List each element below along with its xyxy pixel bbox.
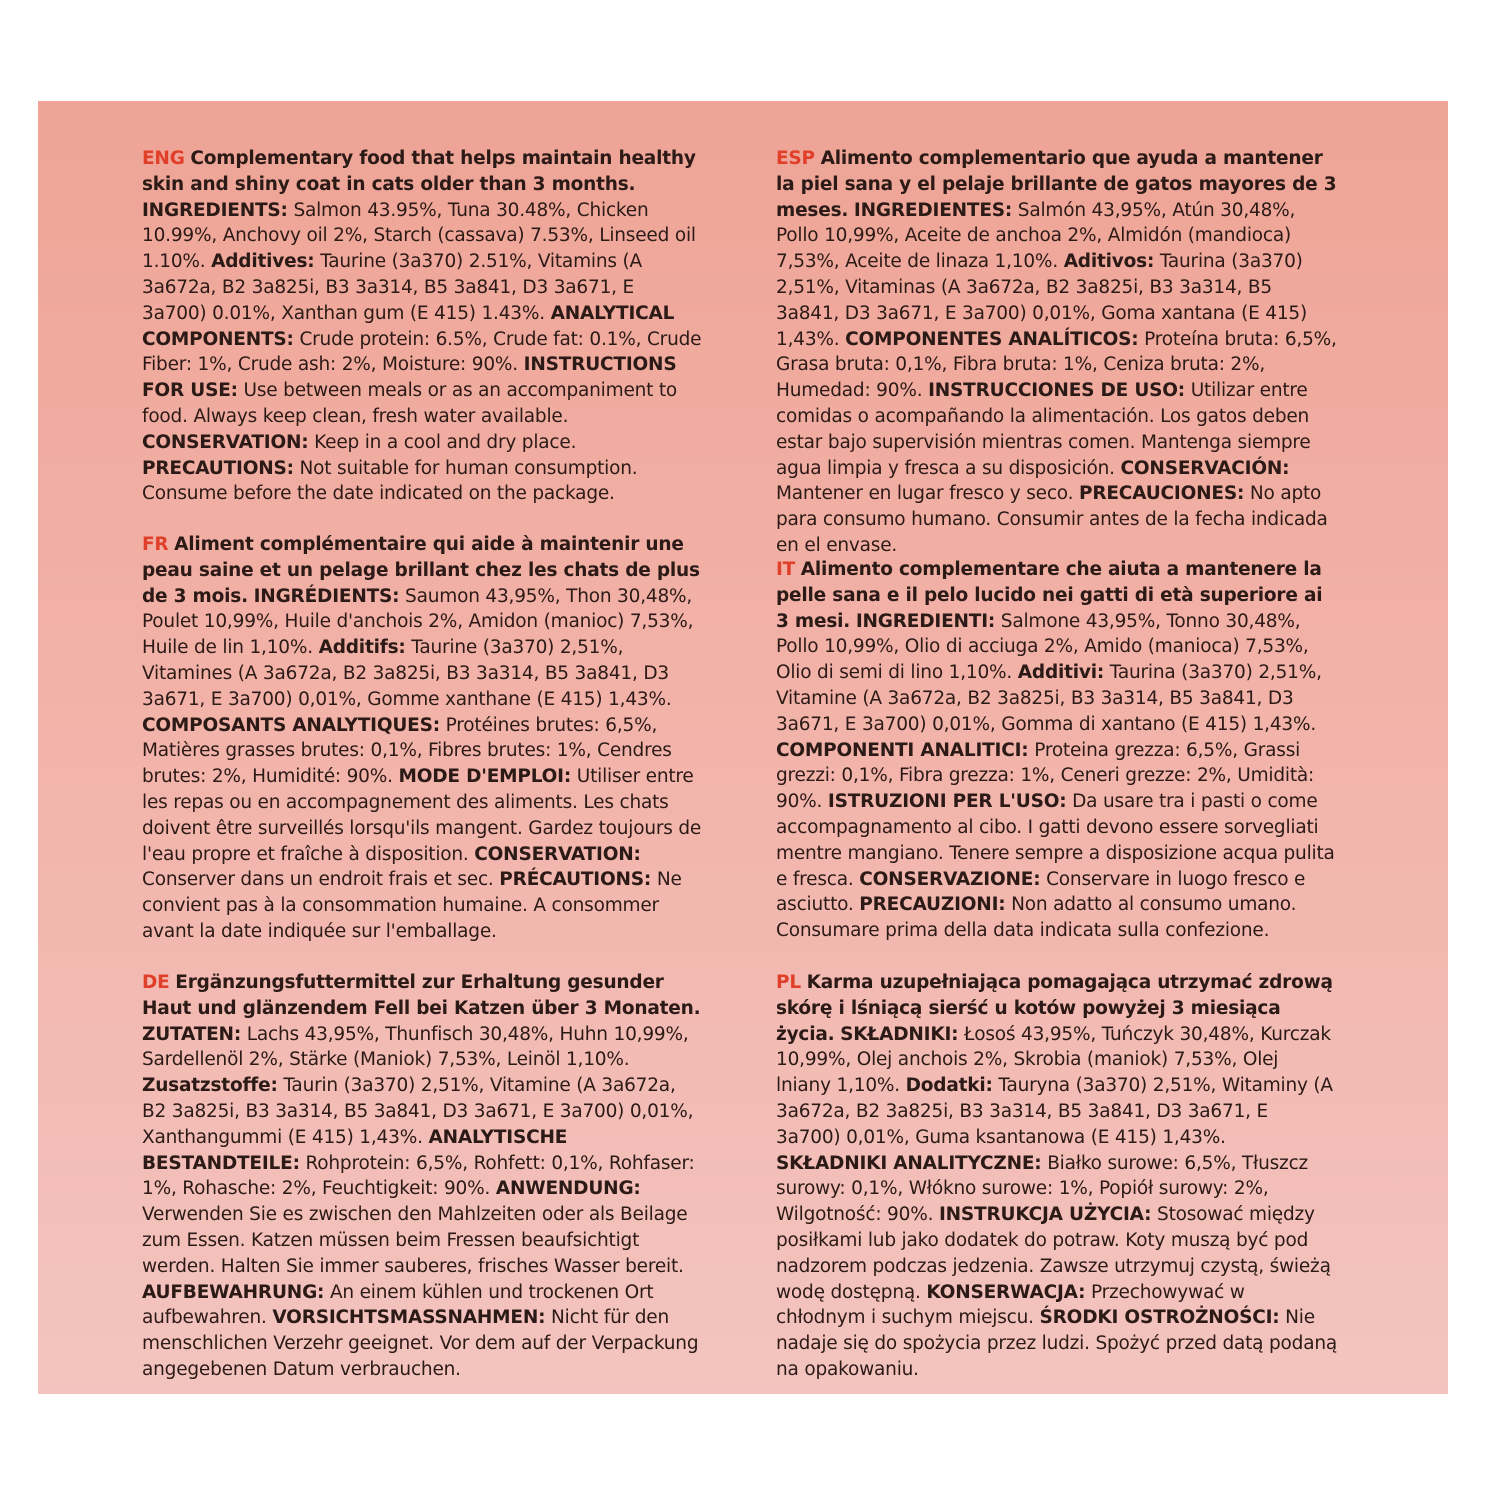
part-label: INSTRUCTIONS FOR USE: <box>142 354 677 402</box>
part-label: ZUTATEN: <box>142 1023 242 1045</box>
part-label: PRÉCAUTIONS: <box>499 869 652 891</box>
part-text: Da usare tra i pasti o come accompagnamento al cibo. I gatti devono essere sorvegliati mentre mangiano. Tenere sempre a disposizione acqua pulita e fresca. <box>776 791 1335 890</box>
part-text: Stosować między posiłkami lub jako dodatek do potraw. Koty muszą być pod nadzorem podczas jedzenia. Zawsze utrzymuj czystą, świeżą wodę dostępną. <box>776 1204 1331 1303</box>
part-label: ISTRUZIONI PER L'USO: <box>827 791 1067 813</box>
part-label: VORSICHTSMASSNAHMEN: <box>272 1307 546 1329</box>
section-heading: Karma uzupełniająca pomagająca utrzymać zdrową skórę i lśniącą sierść u kotów powyżej 3 miesiąca życia. <box>776 972 1333 1045</box>
section-eng <box>142 146 704 507</box>
part-label: INSTRUKCJA UŻYCIA: <box>938 1204 1152 1226</box>
part-label: PRECAUTIONS: <box>142 457 294 479</box>
part-text: Taurina (3a370) 2,51%, Vitamine (A 3a672a, B2 3a825i, B3 3a314, B5 3a841, D3 3a671, E 3a700) 0,01%, Gomma di xantano (E 415) 1,43%. <box>776 662 1322 735</box>
part-text: Nicht für den menschlichen Verzehr geeignet. Vor dem auf der Verpackung angegebenen Datum verbrauchen. <box>142 1307 699 1380</box>
part-label: ANWENDUNG: <box>495 1178 641 1200</box>
part-label: CONSERVATION: <box>474 843 641 865</box>
label-panel <box>38 101 1448 1394</box>
section-heading: Alimento complementario que ayuda a mantener la piel sana y el pelaje brillante de gatos mayores de 3 meses. <box>776 148 1337 221</box>
language-code: PL <box>776 972 801 993</box>
part-label: SKŁADNIKI: <box>840 1023 959 1045</box>
section-fr <box>142 532 704 945</box>
section-heading: Ergänzungsfuttermittel zur Erhaltung gesunder Haut und glänzendem Fell bei Katzen über 3 Monaten. <box>142 972 701 1019</box>
part-label: ŚRODKI OSTROŻNOŚCI: <box>1039 1307 1280 1329</box>
part-text: Mantener en lugar fresco y seco. <box>776 483 1074 505</box>
part-label: ANALYTISCHE BESTANDTEILE: <box>142 1126 568 1174</box>
part-text: No apto para consumo humano. Consumir antes de la fecha indicada en el envase. <box>776 483 1328 556</box>
section-pl <box>776 970 1338 1383</box>
section-de <box>142 970 704 1383</box>
part-label: CONSERVAZIONE: <box>859 868 1041 890</box>
part-label: AUFBEWAHRUNG: <box>142 1281 325 1303</box>
part-text: Ne convient pas à la consommation humaine. A consommer avant la date indiquée sur l'emballage. <box>142 869 682 942</box>
part-text: Taurin (3a370) 2,51%, Vitamine (A 3a672a, B2 3a825i, B3 3a314, B5 3a841, D3 3a671, E 3a700) 0,01%, Xanthangummi (E 415) 1,43%. <box>142 1075 694 1148</box>
section-esp <box>776 146 1338 559</box>
part-text: Conserver dans un endroit frais et sec. <box>142 869 494 891</box>
part-label: INGREDIENTS: <box>142 199 288 221</box>
part-label: MODE D'EMPLOI: <box>398 766 572 788</box>
part-text: Przechowywać w chłodnym i suchym miejscu. <box>776 1281 1245 1329</box>
part-text: Łosoś 43,95%, Tuńczyk 30,48%, Kurczak 10,99%, Olej anchois 2%, Skrobia (maniok) 7,53%, Olej lniany 1,10%. <box>776 1023 1331 1097</box>
part-text: Proteína bruta: 6,5%, Grasa bruta: 0,1%, Fibra bruta: 1%, Ceniza bruta: 2%, Humedad: 90%. <box>776 328 1337 402</box>
part-label: INSTRUCCIONES DE USO: <box>928 380 1186 402</box>
language-code: DE <box>142 972 170 993</box>
language-code: ENG <box>142 148 185 169</box>
part-text: Proteina grezza: 6,5%, Grassi grezzi: 0,1%, Fibra grezza: 1%, Ceneri grezze: 2%, Umidità: 90%. <box>776 739 1315 813</box>
part-label: Additivi: <box>1017 662 1105 684</box>
part-label: INGREDIENTI: <box>855 610 996 632</box>
part-label: COMPOSANTS ANALYTIQUES: <box>142 714 440 736</box>
part-text: Tauryna (3a370) 2,51%, Witaminy (A 3a672a, B2 3a825i, B3 3a314, B5 3a841, D3 3a671, E 3a700) 0,01%, Guma ksantanowa (E 415) 1,43%. <box>776 1075 1333 1148</box>
part-label: CONSERVACIÓN: <box>1120 457 1290 479</box>
part-text: Salmone 43,95%, Tonno 30,48%, Pollo 10,99%, Olio di acciuga 2%, Amido (manioca) 7,53%, Olio di semi di lino 1,10%. <box>776 610 1309 684</box>
part-label: INGRÉDIENTS: <box>253 585 400 607</box>
part-text: Salmón 43,95%, Atún 30,48%, Pollo 10,99%, Aceite de anchoa 2%, Almidón (mandioca) 7,53%, Aceite de linaza 1,10%. <box>776 199 1296 273</box>
part-label: Additifs: <box>318 637 406 659</box>
part-label: COMPONENTES ANALÍTICOS: <box>845 328 1139 350</box>
part-text: An einem kühlen und trockenen Ort aufbewahren. <box>142 1281 654 1329</box>
part-text: Crude protein: 6.5%, Crude fat: 0.1%, Crude Fiber: 1%, Crude ash: 2%, Moisture: 90%. <box>142 328 702 376</box>
language-code: FR <box>142 534 169 555</box>
part-text: Conservare in luogo fresco e asciutto. <box>776 868 1306 916</box>
part-text: Not suitable for human consumption. Consume before the date indicated on the package. <box>142 457 638 505</box>
part-text: Saumon 43,95%, Thon 30,48%, Poulet 10,99%, Huile d'anchois 2%, Amidon (manioc) 7,53%, Huile de lin 1,10%. <box>142 585 694 659</box>
part-text: Rohprotein: 6,5%, Rohfett: 0,1%, Rohfaser: 1%, Rohasche: 2%, Feuchtigkeit: 90%. <box>142 1152 695 1200</box>
part-text: Non adatto al consumo umano. Consumare prima della data indicata sulla confezione. <box>776 894 1297 942</box>
part-label: ANALYTICAL COMPONENTS: <box>142 302 675 350</box>
part-text: Lachs 43,95%, Thunfisch 30,48%, Huhn 10,99%, Sardellenöl 2%, Stärke (Maniok) 7,53%, Leinöl 1,10%. <box>142 1023 689 1071</box>
part-label: Additives: <box>211 251 315 273</box>
part-text: Use between meals or as an accompaniment to food. Always keep clean, fresh water available. <box>142 380 678 427</box>
part-text: Keep in a cool and dry place. <box>314 431 577 453</box>
part-label: PRECAUZIONI: <box>859 894 1006 916</box>
part-label: Zusatzstoffe: <box>142 1075 278 1097</box>
part-text: Utiliser entre les repas ou en accompagnement des aliments. Les chats doivent être surveillés lorsqu'ils mangent. Gardez toujours de l'eau propre et fraîche à disposition. <box>142 766 702 865</box>
section-it <box>776 557 1338 944</box>
part-label: CONSERVATION: <box>142 431 309 453</box>
part-text: Protéines brutes: 6,5%, Matières grasses brutes: 0,1%, Fibres brutes: 1%, Cendres brutes: 2%, Humidité: 90%. <box>142 714 672 788</box>
part-text: Białko surowe: 6,5%, Tłuszcz surowy: 0,1%, Włókno surowe: 1%, Popiół surowy: 2%, Wilgotność: 90%. <box>776 1152 1309 1226</box>
part-label: KONSERWACJA: <box>926 1281 1086 1303</box>
section-heading: Aliment complémentaire qui aide à maintenir une peau saine et un pelage brillant chez les chats de plus de 3 mois. <box>142 534 700 607</box>
part-text: Utilizar entre comidas o acompañando la alimentación. Los gatos deben estar bajo supervisión mientras comen. Mantenga siempre agua limpia y fresca a su disposición. <box>776 380 1311 479</box>
part-text: Salmon 43.95%, Tuna 30.48%, Chicken 10.99%, Anchovy oil 2%, Starch (cassava) 7.53%, Linseed oil 1.10%. <box>142 199 696 273</box>
part-text: Taurina (3a370) 2,51%, Vitaminas (A 3a672a, B2 3a825i, B3 3a314, B5 3a841, D3 3a671, E 3a700) 0,01%, Goma xantana (E 415) 1,43%. <box>776 251 1308 350</box>
language-code: IT <box>776 559 796 580</box>
part-text: Taurine (3a370) 2,51%, Vitamines (A 3a672a, B2 3a825i, B3 3a314, B5 3a841, D3 3a671, E 3a700) 0,01%, Gomme xanthane (E 415) 1,43%. <box>142 637 672 710</box>
part-label: COMPONENTI ANALITICI: <box>776 739 1029 761</box>
part-label: INGREDIENTES: <box>853 199 1013 221</box>
language-code: ESP <box>776 148 815 169</box>
part-label: Aditivos: <box>1063 251 1155 273</box>
part-label: PRECAUCIONES: <box>1078 483 1245 505</box>
part-text: Nie nadaje się do spożycia przez ludzi. Spożyć przed datą podaną na opakowaniu. <box>776 1307 1338 1380</box>
section-heading: Alimento complementare che aiuta a mantenere la pelle sana e il pelo lucido nei gatti di età superiore ai 3 mesi. <box>776 559 1323 632</box>
part-label: SKŁADNIKI ANALITYCZNE: <box>776 1152 1042 1174</box>
section-heading: Complementary food that helps maintain healthy skin and shiny coat in cats older than 3 months. <box>142 148 696 195</box>
part-label: Dodatki: <box>905 1075 993 1097</box>
part-text: Verwenden Sie es zwischen den Mahlzeiten oder als Beilage zum Essen. Katzen müssen beim Fressen beaufsichtigt werden. Halten Sie immer sauberes, frisches Wasser bereit. <box>142 1204 688 1277</box>
part-text: Taurine (3a370) 2.51%, Vitamins (A 3a672a, B2 3a825i, B3 3a314, B5 3a841, D3 3a671, E 3a700) 0.01%, Xanthan gum (E 415) 1.43%. <box>142 251 642 324</box>
